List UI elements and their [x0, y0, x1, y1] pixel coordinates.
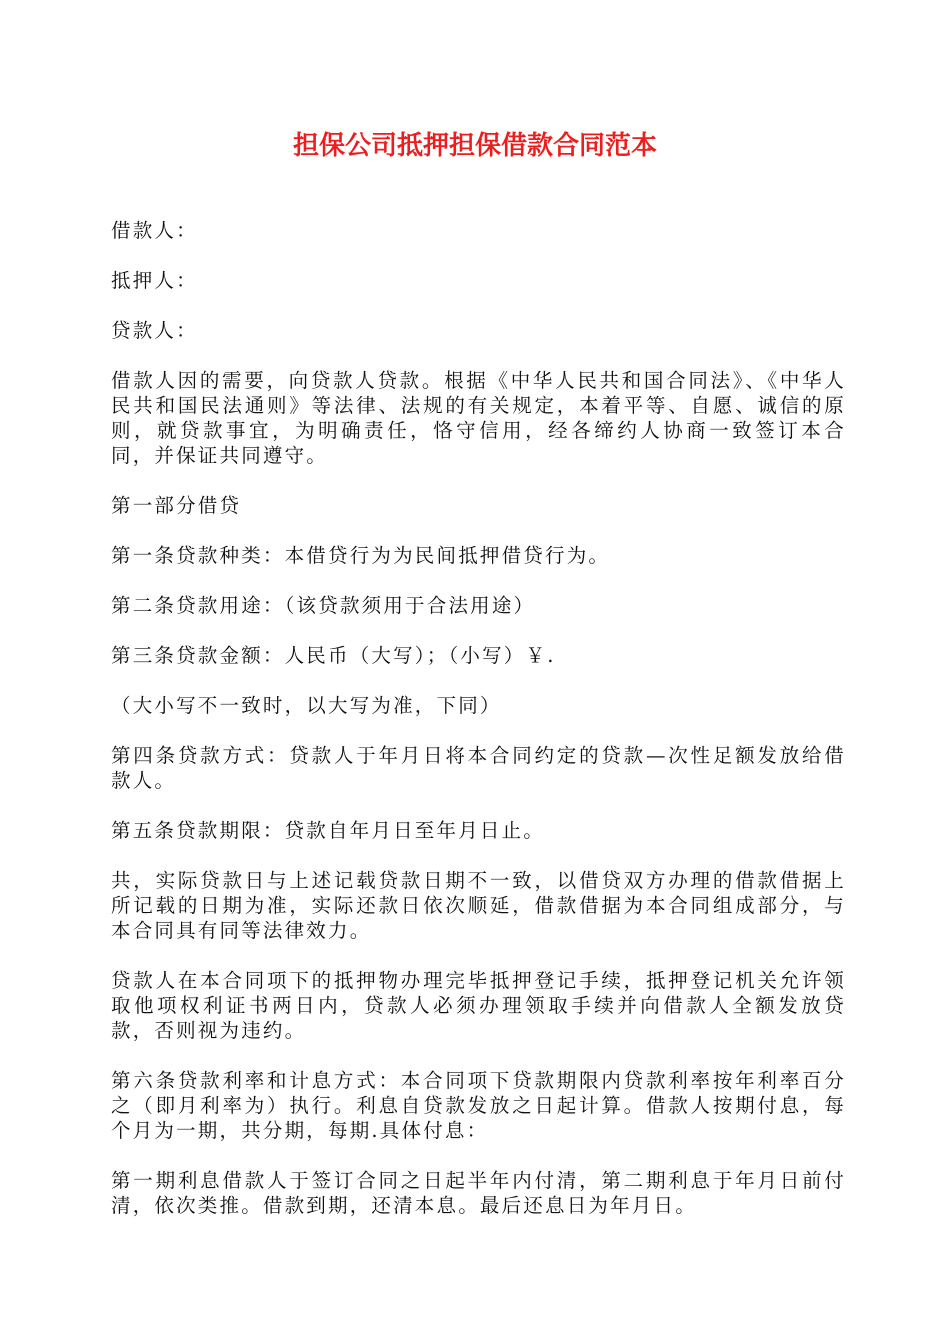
article-6: 第六条贷款利率和计息方式：本合同项下贷款期限内贷款利率按年利率百分之（即月利率为）执行。利息自贷款发放之日起计算。借款人按期付息，每个月为一期，共分期，每期.具体付息： — [111, 1069, 846, 1142]
document-body — [111, 218, 846, 1243]
mortgagor-line: 抵押人： — [111, 269, 198, 292]
article-6-payment-schedule: 第一期利息借款人于签订合同之日起半年内付清，第二期利息于年月日前付清，依次类推。借款到期，还清本息。最后还息日为年月日。 — [111, 1169, 846, 1217]
article-3: 第三条贷款金额：人民币（大写）；（小写）￥. — [111, 644, 556, 667]
document-title: 担保公司抵押担保借款合同范本 — [292, 131, 657, 161]
borrower-line: 借款人： — [111, 219, 198, 242]
article-4: 第四条贷款方式：贷款人于年月日将本合同约定的贷款—次性足额发放给借款人。 — [111, 744, 846, 792]
preamble-paragraph: 借款人因的需要，向贷款人贷款。根据《中华人民共和国合同法》、《中华人民共和国民法通则》等法律、法规的有关规定，本着平等、自愿、诚信的原则，就贷款事宜，为明确责任，恪守信用，经各缔约人协商一致签订本合同，并保证共同遵守。 — [111, 369, 846, 467]
article-3-note: （大小写不一致时，以大写为准，下同） — [111, 694, 502, 717]
article-2: 第二条贷款用途：（该贷款须用于合法用途） — [111, 594, 536, 617]
article-1: 第一条贷款种类：本借贷行为为民间抵押借贷行为。 — [111, 544, 611, 567]
article-5-detail: 共，实际贷款日与上述记载贷款日期不一致，以借贷双方办理的借款借据上所记载的日期为准，实际还款日依次顺延，借款借据为本合同组成部分，与本合同具有同等法律效力。 — [111, 869, 846, 942]
article-5: 第五条贷款期限：贷款自年月日至年月日止。 — [111, 819, 546, 842]
section-heading: 第一部分借贷 — [111, 494, 242, 517]
article-5-mortgage-clause: 贷款人在本合同项下的抵押物办理完毕抵押登记手续，抵押登记机关允许领取他项权利证书两日内，贷款人必须办理领取手续并向借款人全额发放贷款，否则视为违约。 — [111, 969, 846, 1042]
lender-line: 贷款人： — [111, 319, 198, 342]
